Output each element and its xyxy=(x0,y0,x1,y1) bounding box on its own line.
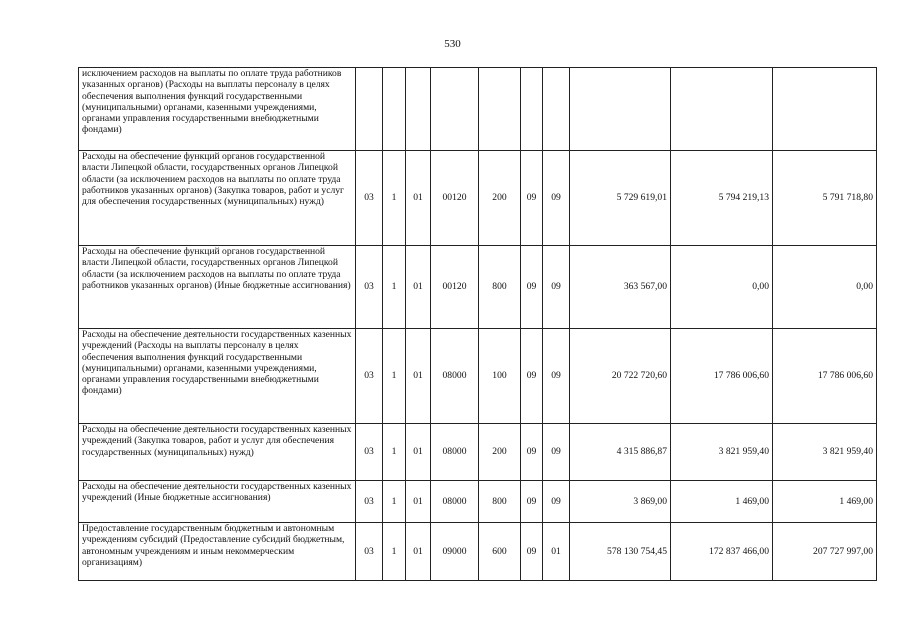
row-name-cell: Расходы на обеспечение деятельности государственных казенных учреждений (Закупка товаров, работ и услуг для обеспечения государственных (муниципальных) нужд) xyxy=(79,424,356,481)
amount-cell: 3 821 959,40 xyxy=(671,424,773,481)
code-cell: 600 xyxy=(479,523,521,581)
amount-cell: 5 794 219,13 xyxy=(671,151,773,246)
code-cell xyxy=(356,68,383,151)
code-cell: 00120 xyxy=(431,151,479,246)
amount-cell: 20 722 720,60 xyxy=(570,329,671,424)
code-cell: 1 xyxy=(383,151,406,246)
budget-table xyxy=(78,67,877,581)
code-cell: 03 xyxy=(356,481,383,523)
code-cell: 09 xyxy=(521,151,543,246)
code-cell: 01 xyxy=(406,246,431,329)
amount-cell: 0,00 xyxy=(773,246,877,329)
code-cell: 03 xyxy=(356,329,383,424)
code-cell: 09 xyxy=(543,481,570,523)
code-cell xyxy=(383,68,406,151)
code-cell xyxy=(431,68,479,151)
amount-cell: 5 729 619,01 xyxy=(570,151,671,246)
code-cell: 01 xyxy=(543,523,570,581)
table-row xyxy=(79,523,877,581)
table-row xyxy=(79,424,877,481)
amount-cell: 363 567,00 xyxy=(570,246,671,329)
amount-cell: 3 869,00 xyxy=(570,481,671,523)
code-cell: 01 xyxy=(406,329,431,424)
row-name-cell: Расходы на обеспечение деятельности государственных казенных учреждений (Расходы на выплаты персоналу в целях обеспечения выполнения функций государственными (муниципальными) органами, казенными учреждениями, органами управления государственными внебюджетными фондами) xyxy=(79,329,356,424)
table-row xyxy=(79,68,877,151)
code-cell: 08000 xyxy=(431,481,479,523)
code-cell: 1 xyxy=(383,246,406,329)
code-cell: 09 xyxy=(543,151,570,246)
code-cell: 200 xyxy=(479,424,521,481)
code-cell: 09 xyxy=(521,246,543,329)
code-cell: 800 xyxy=(479,481,521,523)
amount-cell: 172 837 466,00 xyxy=(671,523,773,581)
code-cell: 08000 xyxy=(431,329,479,424)
code-cell xyxy=(521,68,543,151)
code-cell: 01 xyxy=(406,151,431,246)
code-cell: 1 xyxy=(383,329,406,424)
amount-cell: 578 130 754,45 xyxy=(570,523,671,581)
table-row xyxy=(79,151,877,246)
code-cell: 09 xyxy=(521,329,543,424)
code-cell: 800 xyxy=(479,246,521,329)
code-cell: 1 xyxy=(383,523,406,581)
code-cell: 09 xyxy=(543,246,570,329)
page-number: 530 xyxy=(444,38,461,50)
row-name-cell: Расходы на обеспечение деятельности государственных казенных учреждений (Иные бюджетные ассигнования) xyxy=(79,481,356,523)
amount-cell xyxy=(773,68,877,151)
code-cell: 09 xyxy=(543,329,570,424)
amount-cell xyxy=(671,68,773,151)
amount-cell: 1 469,00 xyxy=(671,481,773,523)
code-cell: 09 xyxy=(543,424,570,481)
code-cell: 09 xyxy=(521,523,543,581)
amount-cell: 3 821 959,40 xyxy=(773,424,877,481)
amount-cell: 207 727 997,00 xyxy=(773,523,877,581)
code-cell xyxy=(406,68,431,151)
amount-cell: 5 791 718,80 xyxy=(773,151,877,246)
code-cell: 01 xyxy=(406,523,431,581)
code-cell: 00120 xyxy=(431,246,479,329)
code-cell: 03 xyxy=(356,151,383,246)
code-cell xyxy=(479,68,521,151)
table-row xyxy=(79,481,877,523)
code-cell: 01 xyxy=(406,424,431,481)
amount-cell: 17 786 006,60 xyxy=(671,329,773,424)
code-cell: 03 xyxy=(356,246,383,329)
code-cell: 01 xyxy=(406,481,431,523)
code-cell: 09 xyxy=(521,481,543,523)
code-cell xyxy=(543,68,570,151)
row-name-cell: Предоставление государственным бюджетным и автономным учреждениям субсидий (Предоставление субсидий бюджетным, автономным учреждениям и иным некоммерческим организациям) xyxy=(79,523,356,581)
code-cell: 100 xyxy=(479,329,521,424)
code-cell: 03 xyxy=(356,523,383,581)
amount-cell: 1 469,00 xyxy=(773,481,877,523)
row-name-cell: Расходы на обеспечение функций органов государственной власти Липецкой области, государственных органов Липецкой области (за исключением расходов на выплаты по оплате труда работников указанных органов) (Иные бюджетные ассигнования) xyxy=(79,246,356,329)
amount-cell: 17 786 006,60 xyxy=(773,329,877,424)
code-cell: 1 xyxy=(383,481,406,523)
row-name-cell: исключением расходов на выплаты по оплате труда работников указанных органов) (Расходы на выплаты персоналу в целях обеспечения выполнения функций государственными (муниципальными) органами, казенными учреждениями, органами управления государственными внебюджетными фондами) xyxy=(79,68,356,151)
table-row xyxy=(79,329,877,424)
code-cell: 09000 xyxy=(431,523,479,581)
code-cell: 03 xyxy=(356,424,383,481)
amount-cell xyxy=(570,68,671,151)
code-cell: 08000 xyxy=(431,424,479,481)
code-cell: 200 xyxy=(479,151,521,246)
amount-cell: 0,00 xyxy=(671,246,773,329)
amount-cell: 4 315 886,87 xyxy=(570,424,671,481)
table-row xyxy=(79,246,877,329)
row-name-cell: Расходы на обеспечение функций органов государственной власти Липецкой области, государственных органов Липецкой области (за исключением расходов на выплаты по оплате труда работников указанных органов) (Закупка товаров, работ и услуг для обеспечения государственных (муниципальных) нужд) xyxy=(79,151,356,246)
code-cell: 09 xyxy=(521,424,543,481)
code-cell: 1 xyxy=(383,424,406,481)
